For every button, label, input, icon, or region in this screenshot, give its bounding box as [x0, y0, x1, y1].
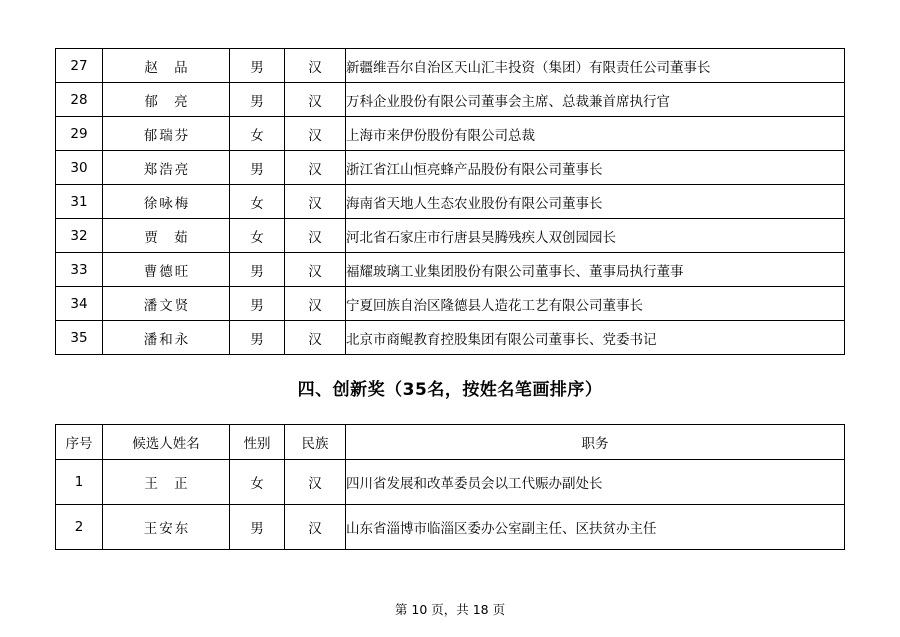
row-title: 万科企业股份有限公司董事会主席、总裁兼首席执行官	[346, 83, 845, 117]
row-index: 27	[56, 49, 103, 83]
row-ethnicity: 汉	[285, 287, 346, 321]
row-ethnicity: 汉	[285, 253, 346, 287]
column-header-title: 职务	[346, 425, 845, 460]
row-ethnicity: 汉	[285, 185, 346, 219]
row-title: 新疆维吾尔自治区天山汇丰投资（集团）有限责任公司董事长	[346, 49, 845, 83]
row-name: 王 正	[103, 460, 230, 505]
innovation-award-table	[55, 424, 845, 550]
row-sex: 男	[230, 321, 285, 355]
row-index: 30	[56, 151, 103, 185]
continued-candidates-table	[55, 48, 845, 355]
row-name: 徐咏梅	[103, 185, 230, 219]
table-row	[56, 117, 845, 151]
row-title: 福耀玻璃工业集团股份有限公司董事长、董事局执行董事	[346, 253, 845, 287]
table-body	[56, 425, 845, 550]
table-row	[56, 49, 845, 83]
row-sex: 男	[230, 505, 285, 550]
row-ethnicity: 汉	[285, 505, 346, 550]
row-ethnicity: 汉	[285, 321, 346, 355]
section-heading: 四、创新奖（35名，按姓名笔画排序）	[297, 380, 603, 400]
column-header-sex: 性别	[230, 425, 285, 460]
row-ethnicity: 汉	[285, 460, 346, 505]
column-header-ethnicity: 民族	[285, 425, 346, 460]
table-row	[56, 83, 845, 117]
table-row	[56, 505, 845, 550]
row-index: 28	[56, 83, 103, 117]
row-ethnicity: 汉	[285, 83, 346, 117]
row-sex: 女	[230, 219, 285, 253]
row-index: 32	[56, 219, 103, 253]
table-row	[56, 185, 845, 219]
row-ethnicity: 汉	[285, 117, 346, 151]
row-index: 33	[56, 253, 103, 287]
row-name: 郁 亮	[103, 83, 230, 117]
row-title: 浙江省江山恒亮蜂产品股份有限公司董事长	[346, 151, 845, 185]
row-name: 潘和永	[103, 321, 230, 355]
row-name: 王安东	[103, 505, 230, 550]
row-sex: 男	[230, 83, 285, 117]
row-title: 宁夏回族自治区隆德县人造花工艺有限公司董事长	[346, 287, 845, 321]
row-sex: 男	[230, 151, 285, 185]
row-index: 2	[56, 505, 103, 550]
row-title: 北京市商鲲教育控股集团有限公司董事长、党委书记	[346, 321, 845, 355]
row-sex: 男	[230, 287, 285, 321]
row-ethnicity: 汉	[285, 151, 346, 185]
table-row	[56, 253, 845, 287]
row-title: 河北省石家庄市行唐县昊腾残疾人双创园园长	[346, 219, 845, 253]
row-sex: 男	[230, 49, 285, 83]
row-index: 34	[56, 287, 103, 321]
row-index: 1	[56, 460, 103, 505]
table-row	[56, 460, 845, 505]
page-footer: 第 10 页，共 18 页	[394, 602, 506, 617]
table-body	[56, 49, 845, 355]
row-name: 赵 品	[103, 49, 230, 83]
row-ethnicity: 汉	[285, 219, 346, 253]
row-sex: 女	[230, 117, 285, 151]
row-name: 郑浩亮	[103, 151, 230, 185]
table-row	[56, 287, 845, 321]
row-name: 郁瑞芬	[103, 117, 230, 151]
row-sex: 女	[230, 460, 285, 505]
row-title: 上海市来伊份股份有限公司总裁	[346, 117, 845, 151]
row-title: 山东省淄博市临淄区委办公室副主任、区扶贫办主任	[346, 505, 845, 550]
row-title: 海南省天地人生态农业股份有限公司董事长	[346, 185, 845, 219]
table-row	[56, 151, 845, 185]
row-sex: 男	[230, 253, 285, 287]
row-index: 31	[56, 185, 103, 219]
row-ethnicity: 汉	[285, 49, 346, 83]
table-row	[56, 219, 845, 253]
column-header-name: 候选人姓名	[103, 425, 230, 460]
row-name: 潘文贤	[103, 287, 230, 321]
row-index: 35	[56, 321, 103, 355]
row-name: 曹德旺	[103, 253, 230, 287]
table-header-row	[56, 425, 845, 460]
row-sex: 女	[230, 185, 285, 219]
table-row	[56, 321, 845, 355]
column-header-index: 序号	[56, 425, 103, 460]
row-index: 29	[56, 117, 103, 151]
row-name: 贾 茹	[103, 219, 230, 253]
row-title: 四川省发展和改革委员会以工代赈办副处长	[346, 460, 845, 505]
